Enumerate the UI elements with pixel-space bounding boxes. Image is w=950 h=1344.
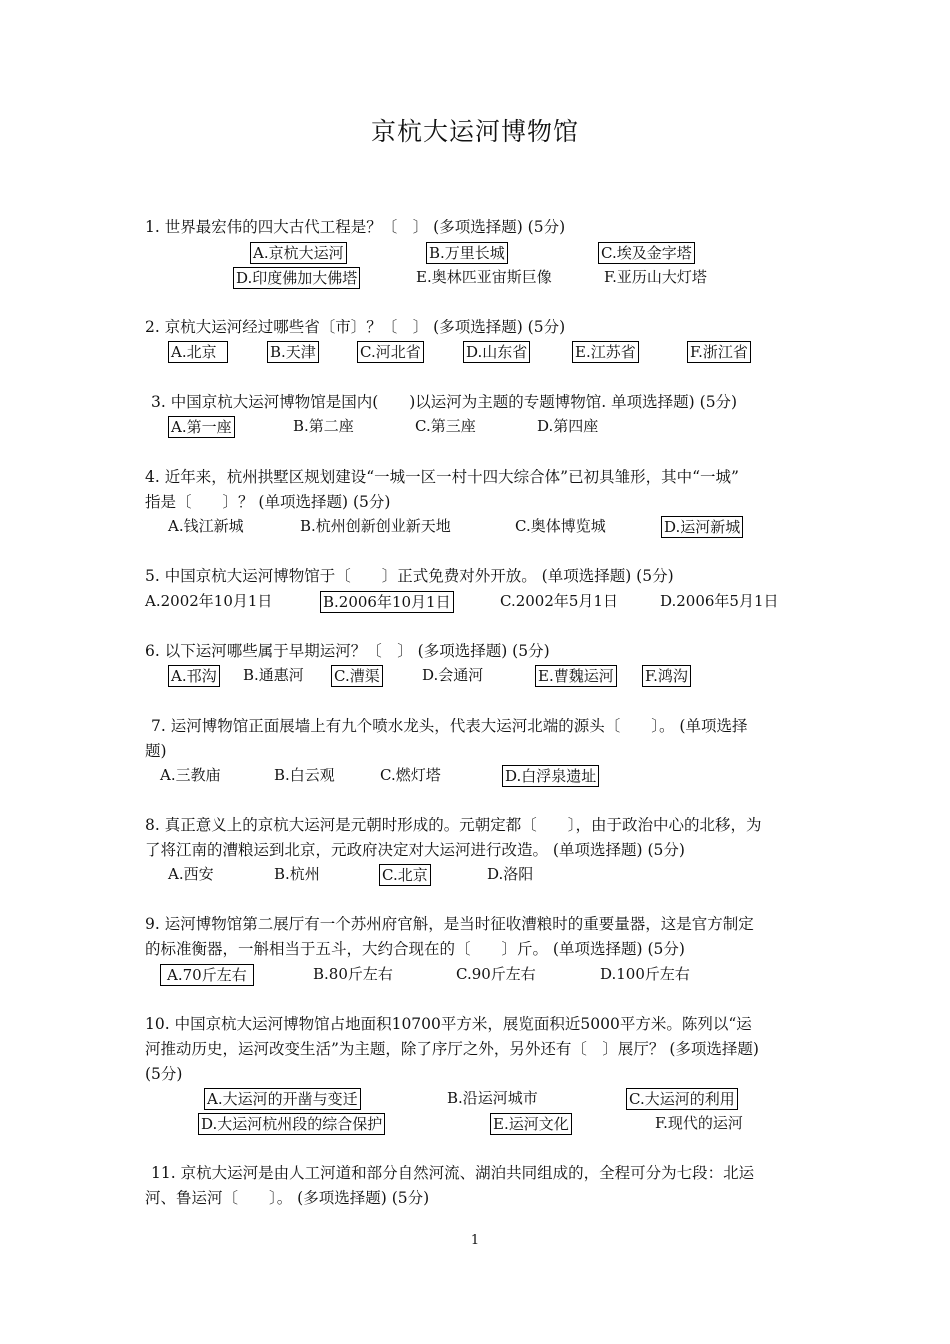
q8-option-a[interactable]: A.西安	[168, 865, 214, 883]
page-number: 1	[470, 1233, 480, 1248]
q2-option-c[interactable]: C.河北省	[357, 341, 424, 363]
q6-option-d[interactable]: D.会通河	[422, 666, 484, 684]
q2-option-e[interactable]: E.江苏省	[572, 341, 639, 363]
question-8-text-line1: 8. 真正意义上的京杭大运河是元朝时形成的。元朝定都〔 〕，由于政治中心的北移，为	[145, 816, 762, 834]
q10-option-a[interactable]: A.大运河的开凿与变迁	[204, 1088, 361, 1110]
q4-option-c[interactable]: C.奥体博览城	[515, 517, 606, 535]
question-2-text: 2. 京杭大运河经过哪些省〔市〕？〔 〕 (多项选择题) (5分)	[145, 318, 566, 336]
question-9-text-line1: 9. 运河博物馆第二展厅有一个苏州府官斛，是当时征收漕粮时的重要量器，这是官方制定	[145, 915, 754, 933]
q1-option-c[interactable]: C.埃及金字塔	[598, 242, 695, 264]
q6-option-f[interactable]: F.鸿沟	[642, 665, 691, 687]
q8-option-b[interactable]: B.杭州	[274, 865, 320, 883]
q1-option-b[interactable]: B.万里长城	[426, 242, 508, 264]
question-10-text-line1: 10. 中国京杭大运河博物馆占地面积10700平方米，展览面积近5000平方米。陈列以“运	[145, 1015, 752, 1033]
q3-option-b[interactable]: B.第二座	[293, 417, 354, 435]
q8-option-d[interactable]: D.洛阳	[487, 865, 534, 883]
q9-option-a[interactable]: A.70斤左右	[160, 964, 254, 986]
q10-option-c[interactable]: C.大运河的利用	[626, 1088, 738, 1110]
q4-option-d[interactable]: D.运河新城	[661, 516, 743, 538]
question-4-text-line2: 指是〔 〕？ (单项选择题) (5分)	[145, 493, 391, 511]
question-6-text: 6. 以下运河哪些属于早期运河？〔 〕 (多项选择题) (5分)	[145, 642, 550, 660]
q9-option-d[interactable]: D.100斤左右	[600, 965, 690, 983]
q2-option-d[interactable]: D.山东省	[463, 341, 530, 363]
question-7-text-line1: 7. 运河博物馆正面展墙上有九个喷水龙头，代表大运河北端的源头〔 〕。 (单项选择	[151, 717, 748, 735]
q6-option-b[interactable]: B.通惠河	[243, 666, 304, 684]
q3-option-d[interactable]: D.第四座	[537, 417, 599, 435]
q3-option-c[interactable]: C.第三座	[415, 417, 476, 435]
q5-option-c[interactable]: C.2002年5月1日	[500, 592, 618, 610]
q7-option-c[interactable]: C.燃灯塔	[380, 766, 441, 784]
q9-option-b[interactable]: B.80斤左右	[313, 965, 393, 983]
q5-option-b[interactable]: B.2006年10月1日	[320, 591, 454, 613]
q7-option-a[interactable]: A.三教庙	[160, 766, 221, 784]
question-7-text-line2: 题)	[145, 742, 167, 760]
q10-option-b[interactable]: B.沿运河城市	[447, 1089, 538, 1107]
page-title: 京杭大运河博物馆	[370, 117, 579, 146]
q1-option-e[interactable]: E.奥林匹亚宙斯巨像	[416, 268, 552, 286]
q1-option-f[interactable]: F.亚历山大灯塔	[604, 268, 707, 286]
q9-option-c[interactable]: C.90斤左右	[456, 965, 536, 983]
q6-option-e[interactable]: E.曹魏运河	[535, 665, 617, 687]
q4-option-a[interactable]: A.钱江新城	[168, 517, 244, 535]
q4-option-b[interactable]: B.杭州创新创业新天地	[300, 517, 451, 535]
q10-option-d[interactable]: D.大运河杭州段的综合保护	[198, 1113, 385, 1135]
q5-option-a[interactable]: A.2002年10月1日	[145, 592, 273, 610]
q3-option-a[interactable]: A.第一座	[168, 416, 235, 438]
q7-option-d[interactable]: D.白浮泉遗址	[502, 765, 599, 787]
q5-option-d[interactable]: D.2006年5月1日	[660, 592, 779, 610]
question-11-text-line2: 河、鲁运河〔 〕。 (多项选择题) (5分)	[145, 1189, 430, 1207]
question-10-text-line3: (5分)	[145, 1065, 183, 1083]
q1-option-d[interactable]: D.印度佛加大佛塔	[233, 267, 360, 289]
q2-option-f[interactable]: F.浙江省	[687, 341, 751, 363]
question-5-text: 5. 中国京杭大运河博物馆于〔 〕正式免费对外开放。 (单项选择题) (5分)	[145, 567, 674, 585]
q10-option-f[interactable]: F.现代的运河	[655, 1114, 743, 1132]
question-4-text-line1: 4. 近年来，杭州拱墅区规划建设“一城一区一村十四大综合体”已初具雏形，其中“一城”	[145, 468, 739, 486]
question-8-text-line2: 了将江南的漕粮运到北京，元政府决定对大运河进行改造。 (单项选择题) (5分)	[145, 841, 685, 859]
question-11-text-line1: 11. 京杭大运河是由人工河道和部分自然河流、湖泊共同组成的，全程可分为七段：北运	[151, 1164, 755, 1182]
question-3-text: 3. 中国京杭大运河博物馆是国内( )以运河为主题的专题博物馆. 单项选择题) (5分)	[151, 393, 738, 411]
q6-option-c[interactable]: C.漕渠	[331, 665, 383, 687]
q6-option-a[interactable]: A.邗沟	[168, 665, 220, 687]
q7-option-b[interactable]: B.白云观	[274, 766, 335, 784]
question-10-text-line2: 河推动历史，运河改变生活”为主题，除了序厅之外，另外还有〔 〕展厅？ (多项选择题)	[145, 1040, 759, 1058]
q8-option-c[interactable]: C.北京	[379, 864, 431, 886]
question-1-text: 1. 世界最宏伟的四大古代工程是？〔 〕 (多项选择题) (5分)	[145, 218, 566, 236]
q2-option-b[interactable]: B.天津	[267, 341, 319, 363]
q1-option-a[interactable]: A.京杭大运河	[250, 242, 347, 264]
q10-option-e[interactable]: E.运河文化	[490, 1113, 572, 1135]
q2-option-a[interactable]: A.北京	[168, 341, 228, 363]
question-9-text-line2: 的标准衡器，一斛相当于五斗，大约合现在的〔 〕斤。 (单项选择题) (5分)	[145, 940, 685, 958]
